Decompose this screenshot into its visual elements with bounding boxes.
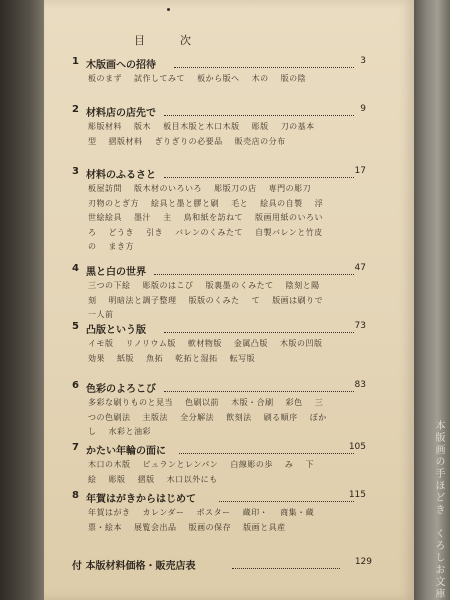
section-item: 絵具と墨と膠と刷	[151, 198, 220, 208]
section-item: 主版法	[142, 412, 169, 422]
section-item: 全分解法	[180, 412, 215, 422]
section-item: 版裏墨のくみたて	[205, 281, 274, 290]
section-item: 木版の凹版効果	[88, 339, 323, 363]
section-item: 陰刻と陽刻	[88, 281, 320, 305]
chapter-4	[44, 263, 414, 323]
section-item: 浮世絵絵具	[88, 198, 324, 222]
chapter-number: 5	[72, 321, 79, 332]
section-item: 版の陰	[280, 74, 307, 83]
dot-leader	[179, 442, 354, 454]
section-item: どうき	[108, 227, 135, 237]
section-item: 版木	[134, 122, 152, 131]
section-item: 魚拓	[146, 353, 164, 363]
section-item: 版画の保存	[188, 522, 232, 532]
section-item: 板屋訪問	[88, 184, 122, 193]
section-item: 彩色	[285, 398, 303, 407]
chapter-title: 木版画への招待	[86, 60, 156, 71]
section-item: ビュランとレンパン	[142, 460, 219, 469]
chapter-7	[44, 442, 414, 487]
section-item: 絵具の自製	[260, 198, 303, 208]
dot-leader	[232, 557, 340, 569]
section-item: 板のまず	[88, 74, 122, 83]
chapter-8	[44, 490, 414, 535]
section-item: 刷る順序	[263, 412, 298, 422]
chapter-page-number: 9	[360, 104, 366, 114]
section-item: 版画は刷りで一人前	[88, 295, 324, 319]
section-item: 鳥和紙を訪ねて	[183, 213, 243, 222]
section-item: 転写版	[229, 353, 256, 363]
section-item: 毛と	[231, 198, 249, 208]
section-item: 版画と具産	[243, 522, 286, 532]
appendix-page-number: 129	[354, 557, 372, 567]
section-item: 木口以外にも	[166, 474, 218, 484]
section-item: 展覧会出品	[134, 522, 177, 532]
section-item: 三つの下絵	[88, 281, 131, 290]
section-item: 多彩な刷りものと見当	[88, 398, 173, 407]
chapter-heading[interactable]	[44, 104, 414, 120]
section-item: 板目木版と木口木版	[163, 122, 240, 131]
section-list	[88, 396, 328, 440]
section-item: 木版・合刷	[231, 398, 274, 407]
chapter-heading[interactable]	[44, 380, 414, 396]
chapter-page-number: 73	[354, 321, 366, 331]
section-item: 乾拓と湿拓	[175, 353, 218, 363]
chapter-page-number: 83	[354, 380, 366, 390]
chapter-2	[44, 104, 414, 149]
section-list	[88, 120, 328, 149]
section-item: 飲刻法	[226, 412, 252, 422]
chapter-title: かたい年輪の面に	[86, 446, 166, 457]
section-item: ポスター	[196, 508, 231, 517]
section-item: 木口の木版	[88, 460, 131, 469]
dot-leader	[219, 490, 354, 502]
chapter-5	[44, 321, 414, 366]
section-list	[88, 337, 328, 366]
chapter-title: 年賀はがきからはじめて	[86, 494, 196, 505]
spine-text: 本版画の手ほどき くろしお文庫	[433, 420, 444, 600]
dot-leader	[164, 166, 354, 178]
section-item: 木の	[251, 74, 269, 83]
appendix-title: 付 本版材料価格・販売店表	[72, 561, 196, 572]
section-item: 軟材物版	[187, 339, 222, 348]
section-item: イモ版	[88, 339, 114, 348]
chapter-heading[interactable]	[44, 321, 414, 337]
section-item: み	[284, 460, 294, 469]
dot-leader	[164, 321, 354, 333]
chapter-number: 7	[72, 442, 79, 453]
chapter-number: 2	[72, 104, 79, 115]
section-item: 年賀はがき	[88, 508, 131, 517]
chapter-title: 材料店の店先で	[86, 108, 156, 119]
left-background	[0, 0, 44, 600]
chapter-number: 3	[72, 166, 79, 177]
section-item: 摺版	[137, 474, 155, 484]
dot-leader	[174, 56, 354, 68]
appendix-entry[interactable]	[72, 557, 372, 571]
section-item: 墨汁	[134, 213, 152, 222]
section-item: 版木材のいろいろ	[134, 184, 203, 193]
chapter-heading[interactable]	[44, 263, 414, 279]
dot-leader	[164, 380, 354, 392]
dot-leader	[154, 263, 354, 275]
chapter-number: 1	[72, 56, 79, 67]
section-list	[88, 506, 328, 535]
section-list	[88, 72, 328, 87]
section-list	[88, 458, 328, 487]
section-item: 販売店の分布	[234, 136, 286, 146]
section-item: 摺版材料	[108, 136, 143, 146]
section-item: まき方	[108, 242, 135, 251]
chapter-1	[44, 56, 414, 87]
page-title: 目 次	[134, 34, 203, 47]
chapter-title: 色彩のよろこび	[86, 384, 156, 395]
chapter-number: 6	[72, 380, 79, 391]
section-item: 刃物のとぎ方	[88, 198, 139, 208]
chapter-number: 8	[72, 490, 79, 501]
section-item: 彫版	[108, 474, 126, 484]
page-mark-dot	[167, 8, 170, 11]
chapter-page-number: 17	[354, 166, 366, 176]
chapter-heading[interactable]	[44, 490, 414, 506]
section-item: 版版のくみた	[188, 295, 240, 305]
section-item: バレンのくみたて	[175, 227, 243, 237]
section-item: 紙版	[117, 353, 135, 363]
section-item: ぎりぎりの必要品	[154, 136, 223, 146]
section-item: 専門の彫刀	[268, 184, 312, 193]
section-item: 主	[163, 213, 172, 222]
chapter-page-number: 115	[348, 490, 366, 500]
chapter-page-number: 105	[348, 442, 366, 452]
section-item: 蔵印・	[242, 508, 269, 517]
section-item: ぼかし	[88, 412, 327, 436]
chapter-number: 4	[72, 263, 79, 274]
section-item: 自製バレンと竹皮の	[88, 227, 323, 251]
chapter-3	[44, 166, 414, 255]
section-item: 水彩と油彩	[108, 427, 152, 436]
chapter-page-number: 3	[360, 56, 366, 66]
section-item: て	[251, 295, 261, 305]
chapter-heading[interactable]	[44, 166, 414, 182]
chapter-title: 材料のふるさと	[86, 170, 156, 181]
chapter-page-number: 47	[354, 263, 366, 273]
section-item: 下絵	[88, 460, 314, 484]
toc-page	[44, 0, 414, 600]
section-item: 商集・蔵票・絵本	[88, 508, 315, 532]
section-item: 彫版のはこび	[142, 281, 194, 290]
chapter-title: 凸版という版	[86, 325, 146, 336]
section-item: 試作してみて	[134, 74, 186, 83]
section-list	[88, 182, 328, 255]
section-item: リノリウム版	[125, 339, 176, 348]
section-item: 色刷以前	[185, 398, 220, 407]
section-item: 三つの色刷法	[88, 398, 324, 422]
section-list	[88, 279, 328, 323]
section-item: 明暗法と調子整理	[108, 295, 177, 305]
chapter-heading[interactable]	[44, 56, 414, 72]
chapter-heading[interactable]	[44, 442, 414, 458]
section-item: 刀の基本型	[88, 122, 315, 146]
section-item: 金属凸版	[233, 339, 268, 348]
section-item: 板から版へ	[197, 74, 240, 83]
section-item: 版画用紙のいろいろ	[88, 213, 323, 237]
dot-leader	[164, 104, 354, 116]
section-item: 彫版刀の店	[214, 184, 257, 193]
section-item: カレンダー	[142, 508, 185, 517]
chapter-6	[44, 380, 414, 440]
section-item: 彫版材料	[88, 122, 122, 131]
section-item: 白線彫の歩	[230, 460, 273, 469]
chapter-title: 黒と白の世界	[86, 267, 146, 278]
section-item: 引き	[146, 227, 164, 237]
section-item: 彫版	[251, 122, 269, 131]
